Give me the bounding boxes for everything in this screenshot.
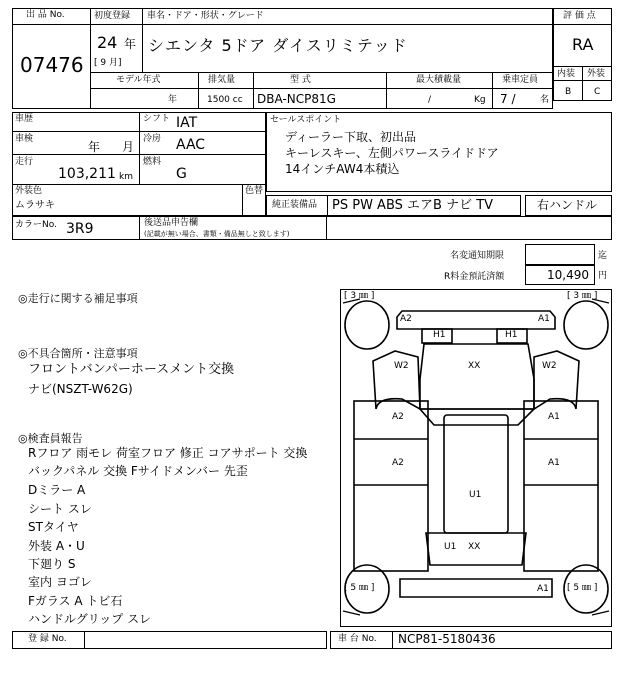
score-label: 評 価 点 [563, 11, 596, 21]
lot-number: 07476 [20, 53, 84, 77]
mileage-value: 103,211 [58, 166, 116, 182]
lot-number-label: 出 品 No. [26, 10, 65, 20]
aftermarket-label: 後送品申告欄 [144, 218, 199, 228]
first-reg-year-unit: 年 [124, 37, 137, 51]
title-change-box [525, 244, 595, 265]
recycle-unit: 円 [598, 271, 608, 281]
score-value: RA [572, 35, 594, 54]
driving-notes-label: ◎走行に関する補足事項 [18, 292, 138, 305]
ac-value: AAC [176, 137, 206, 153]
chassis-value: NCP81-5180436 [398, 632, 496, 646]
equipment-value: PS PW ABS エアB ナビ TV [332, 198, 494, 213]
model-year-unit: 年 [168, 95, 178, 105]
defect-line-2: ナビ(NSZT-W62G) [28, 382, 133, 396]
inspection-label: 車検 [15, 134, 34, 144]
inspection-year: 年 [88, 140, 101, 154]
inspector-label: ◎検査員報告 [18, 432, 83, 445]
color-no-label: カラーNo. [15, 220, 57, 230]
ac-label: 冷房 [143, 134, 162, 144]
inspector-line-5: STタイヤ [28, 520, 79, 534]
inspector-line-3: Dミラー A [28, 483, 86, 497]
mark-rear-bumper: A1 [537, 584, 549, 594]
inspector-line-2: バックパネル 交換 Fサイドメンバー 先歪 [28, 464, 248, 478]
inspector-line-7: 下廻り S [28, 557, 76, 571]
tire-depth-rear-right: [ 5 ㎜ ] [567, 583, 598, 593]
mark-headlight-left: H1 [433, 330, 446, 340]
reg-no-label: 登 録 No. [28, 634, 67, 644]
history-label: 車歴 [15, 114, 34, 124]
wheel-front-left [345, 301, 389, 349]
capacity-unit: 名 [540, 95, 550, 105]
car-diagram [340, 289, 612, 627]
title-change-unit: 迄 [598, 251, 608, 261]
sales-point-line-2: キーレスキー、左側パワースライドドア [285, 146, 499, 160]
color-no-value: 3R9 [66, 221, 94, 237]
capacity-label: 乗車定員 [502, 75, 539, 85]
inspector-line-9: Fガラス A トビ石 [28, 594, 123, 608]
defect-line-1: フロントバンパーホースメント交換 [28, 362, 235, 377]
mark-headlight-right: H1 [505, 330, 518, 340]
mark-fender-right: W2 [542, 361, 557, 371]
max-load-label: 最大積載量 [416, 75, 462, 85]
mileage-unit: km [119, 172, 133, 182]
equipment-label: 純正装備品 [272, 200, 318, 210]
wheel-front-right [564, 301, 608, 349]
front-bumper [397, 311, 555, 329]
hood [420, 344, 534, 409]
inspector-line-8: 室内 ヨゴレ [28, 575, 92, 589]
chassis-label: 車 台 No. [338, 634, 377, 644]
recycle-value: 10,490 [547, 268, 589, 282]
fuel-label: 燃料 [143, 157, 162, 167]
side-body-left [354, 401, 428, 571]
color-value: ムラサキ [15, 200, 55, 211]
inspector-line-10: ハンドルグリップ スレ [28, 612, 152, 626]
car-name-label: 車名・ドア・形状・グレード [147, 11, 264, 21]
mark-rear-door-right: A1 [548, 458, 560, 468]
rear-bumper [400, 579, 552, 597]
recycle-label: R料金預託済額 [444, 272, 505, 282]
mark-fender-left: W2 [394, 361, 409, 371]
inspector-line-4: シート スレ [28, 502, 92, 516]
tire-depth-front-left: [ 3 ㎜ ] [344, 291, 375, 301]
mark-front-door-right: A1 [548, 412, 560, 422]
displacement-value: 1500 cc [207, 95, 243, 105]
inspector-line-1: Rフロア 雨モレ 荷室フロア 修正 コアサポート 交換 [28, 446, 308, 460]
car-name: シエンタ 5ドア ダイスリミテッド [148, 36, 408, 55]
shift-label: シフト [143, 114, 171, 124]
handle-value: 右ハンドル [537, 198, 598, 212]
tire-depth-rear-left: [ 5 ㎜ ] [344, 583, 375, 593]
exterior-label: 外装 [587, 69, 606, 79]
inspector-line-6: 外装 A・U [28, 539, 85, 553]
tire-depth-front-right: [ 3 ㎜ ] [567, 291, 598, 301]
fuel-value: G [176, 166, 187, 182]
sales-point-line-3: 14インチAW4本積込 [285, 162, 400, 176]
mark-front-bumper-left: A2 [400, 314, 412, 324]
capacity-value: 7 / [500, 92, 516, 106]
mark-rear-door-left: A2 [392, 458, 404, 468]
inspection-month: 月 [122, 140, 135, 154]
first-reg-year: 24 [97, 33, 118, 52]
mileage-label: 走行 [15, 157, 34, 167]
max-load-sep: / [428, 95, 432, 105]
title-change-label: 名変通知期限 [450, 251, 505, 261]
interior-label: 内装 [557, 69, 576, 79]
sales-point-line-1: ディーラー下取、初出品 [285, 130, 417, 144]
repaint-label: 色替 [245, 186, 264, 196]
mark-hood: XX [468, 361, 481, 371]
type-value: DBA-NCP81G [257, 92, 336, 106]
interior-score: B [565, 87, 572, 97]
mark-front-bumper-right: A1 [538, 314, 550, 324]
sales-point-label: セールスポイント [270, 115, 342, 125]
aftermarket-extension [326, 216, 612, 240]
windshield [420, 409, 534, 425]
max-load-unit: Kg [474, 95, 486, 105]
mark-roof: U1 [469, 490, 482, 500]
mark-rear-x: XX [468, 542, 481, 552]
mark-front-door-left: A2 [392, 412, 404, 422]
mark-rear-u: U1 [444, 542, 457, 552]
first-reg-label: 初度登録 [94, 11, 131, 21]
exterior-score: C [594, 87, 601, 97]
displacement-label: 排気量 [208, 75, 236, 85]
model-year-label: モデル年式 [116, 75, 161, 85]
color-label: 外装色 [15, 186, 43, 196]
shift-value: IAT [176, 115, 198, 131]
defect-label: ◎不具合箇所・注意事項 [18, 347, 138, 360]
roof [444, 415, 508, 533]
type-label: 型 式 [290, 75, 311, 85]
first-reg-month: [ 9 月] [94, 58, 122, 68]
side-body-right [524, 401, 598, 571]
aftermarket-note: (記載が無い場合、書類・備品無しと致します) [144, 230, 290, 238]
